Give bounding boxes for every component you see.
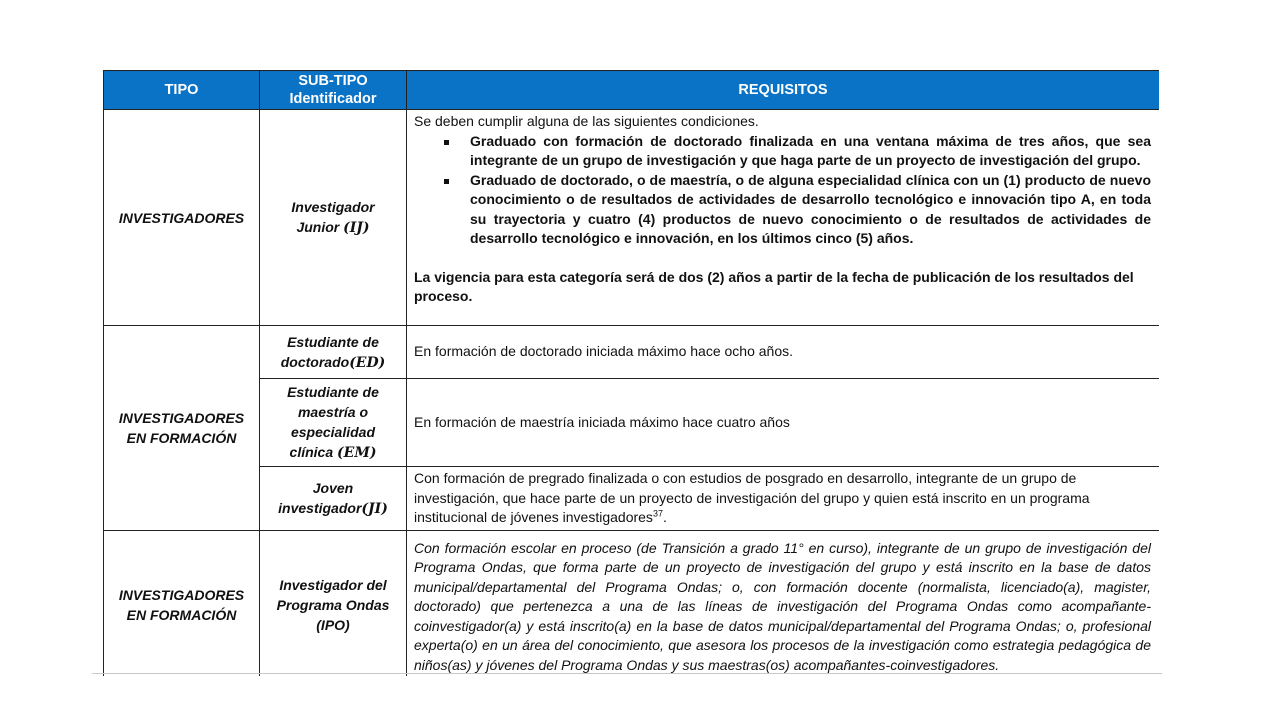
list-item: Graduado con formación de doctorado finalizada en una ventana máxima de tres años, que sea integrante de un grupo de investigación y que haga parte de un proyecto de investigación del grupo. (470, 132, 1151, 171)
requisitos-text: institucional de jóvenes investigadores (414, 509, 653, 525)
subtipo-cell (260, 110, 407, 326)
subtipo-identifier: (ED) (349, 354, 386, 371)
tipo-label: INVESTIGADORES (118, 409, 245, 426)
tipo-cell: INVESTIGADORES (104, 110, 260, 326)
subtipo-cell (260, 530, 407, 676)
requisitos-cell: En formación de maestría iniciada máximo hace cuatro años (407, 379, 1160, 467)
subtipo-label: Junior (296, 219, 340, 235)
requisitos-cell (407, 467, 1160, 531)
header-tipo: TIPO (104, 71, 260, 110)
table-row (104, 530, 1160, 676)
subtipo-label: investigador (278, 499, 362, 516)
header-requisitos: REQUISITOS (407, 71, 1160, 110)
requisitos-cell (407, 110, 1160, 326)
header-subtipo-line2: Identificador (289, 91, 377, 107)
document-table-region (103, 70, 1159, 676)
table-row (104, 379, 1160, 467)
subtipo-label: especialidad (290, 424, 376, 440)
subtipo-label: Estudiante de (287, 333, 379, 350)
subtipo-label: doctorado (280, 353, 350, 370)
table-row (104, 110, 1160, 326)
subtipo-identifier: (IJ) (343, 220, 370, 236)
tipo-cell (104, 326, 260, 531)
subtipo-label: Investigador (291, 199, 375, 215)
tipo-cell (104, 530, 260, 676)
table-row (104, 326, 1160, 379)
subtipo-label: (IPO) (316, 617, 350, 633)
requisitos-intro: Se deben cumplir alguna de las siguientes condiciones. (414, 113, 759, 129)
requirements-table (103, 70, 1159, 676)
header-subtipo-line1: SUB-TIPO (298, 73, 368, 89)
page-cutoff-divider (92, 673, 1162, 674)
table-row (104, 467, 1160, 531)
footnote-marker: 37 (652, 508, 663, 519)
subtipo-identifier: (JI) (361, 500, 388, 517)
list-item: Graduado de doctorado, o de maestría, o de alguna especialidad clínica con un (1) producto de nuevo conocimiento o de resultados de actividades de desarrollo tecnológico e innovación tipo A, en toda su trayectoria y cuatro (4) productos de nuevo conocimiento o de resultados de actividades de desarrollo tecnológico e innovación, en los últimos cinco (5) años. (470, 171, 1151, 249)
tipo-label: EN FORMACIÓN (126, 429, 237, 446)
subtipo-label: clínica (289, 444, 334, 460)
subtipo-cell (260, 379, 407, 467)
requisitos-text: investigación, que hace parte de un proyecto de investigación del grupo y quien está inscrito en un programa (414, 489, 1090, 506)
requisitos-cell: Con formación escolar en proceso (de Transición a grado 11° en curso), integrante de un grupo de investigación del Programa Ondas, que forma parte de un proyecto de investigación del grupo y está inscrito en la base de datos municipal/departamental del Programa Ondas; o, con formación docente (normalista, licenciado(a), magister, doctorado) que pertenezca a una de las líneas de investigación del Programa Ondas como acompañante-coinvestigador(a) y está inscrito(a) en la base de datos municipal/departamental del Programa Ondas; o, profesional experta(o) en un área del conocimiento, que asesora los procesos de la investigación como estrategia pedagógica de niños(as) y jóvenes del Programa Ondas y sus maestras(os) acompañantes-coinvestigadores. (407, 530, 1160, 676)
tipo-label: EN FORMACIÓN (126, 607, 237, 623)
requisitos-bullet-list (414, 132, 1151, 249)
tipo-label: INVESTIGADORES (118, 587, 245, 603)
subtipo-label: Programa Ondas (276, 597, 390, 613)
header-subtipo (260, 71, 407, 110)
subtipo-label: Estudiante de (287, 384, 379, 400)
subtipo-cell (260, 467, 407, 531)
subtipo-cell (260, 326, 407, 379)
requisitos-text: . (662, 509, 667, 525)
subtipo-identifier: (EM) (337, 445, 377, 461)
subtipo-label: Joven (312, 479, 354, 496)
requisitos-text: Con formación de pregrado finalizada o con estudios de posgrado en desarrollo, integrante de un grupo de (414, 470, 1077, 486)
table-header-row (104, 71, 1160, 110)
subtipo-label: Investigador del (279, 577, 387, 593)
vigencia-note: La vigencia para esta categoría será de dos (2) años a partir de la fecha de publicación de los resultados del proceso. (414, 268, 1134, 304)
requisitos-cell: En formación de doctorado iniciada máximo hace ocho años. (407, 326, 1160, 379)
subtipo-label: maestría o (297, 404, 369, 420)
